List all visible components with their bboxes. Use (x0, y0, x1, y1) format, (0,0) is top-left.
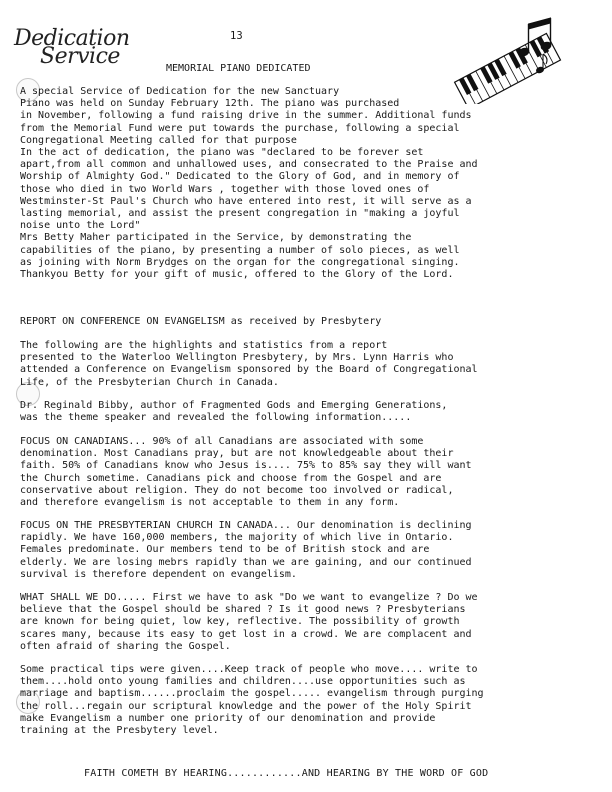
what-shall-we-do: WHAT SHALL WE DO..... First we have to ask "Do we want to evangelize ? Do we believe that the Gospel should be shared ? Is it good news ? Presbyterians are known for being quiet, low key, reflective. The possibility of growth scares many, because its easy to get lost in a crowd. We are complacent and often afraid of sharing the Gospel. (20, 592, 478, 652)
evangelism-speaker: Dr. Reginald Bibby, author of Fragmented Gods and Emerging Generations, was the theme speaker and revealed the following information..... (20, 400, 448, 424)
practical-tips: Some practical tips were given....Keep track of people who move.... write to them....hold onto young families and children....use opportunities such as marriage and baptism......proclaim the gospel..... evangelism through purging the roll...regain our scriptural knowledge and the power of the Holy Spirit make Evangelism a number one priority of our denomination and provide training at the Presbytery level. (20, 664, 484, 737)
page-number: 13 (230, 30, 243, 42)
focus-canadians: FOCUS ON CANADIANS... 90% of all Canadians are associated with some denomination. Most Canadians pray, but are not knowledgeable about their faith. 50% of Canadians know who Jesus is.... 75% to 85% say they will want the Church sometime. Canadians pick and choose from the Gospel and are conservative about religion. They do not become too involved or radical, and therefore evangelism is not acceptable to them in any form. (20, 436, 472, 509)
memorial-body: A special Service of Dedication for the new Sanctuary Piano was held on Sunday February 12th. The piano was purchased in November, following a fund raising drive in the summer. Additional funds from the Memorial Fund were put towards the purchase, following a special Congregational Meeting called for that purpose In the act of dedication, the piano was "declared to be forever set apart,from all common and unhallowed uses, and consecrated to the Praise and Worship of Almighty God." Dedicated to the Glory of God, and in memory of those who died in two World Wars , together with those loved ones of Westminster-St Paul's Church who have entered into rest, it will serve as a lasting memorial, and assist the present congregation in "making a joyful noise unto the Lord" Mrs Betty Maher participated in the Service, by demonstrating the capabilities of the piano, by presenting a number of solo pieces, as well as joining with Norm Brydges on the organ for the congregational singing. Thankyou Betty for your gift of music, offered to the Glory of the Lord. (20, 86, 478, 281)
footer-quote: FAITH COMETH BY HEARING............AND HEARING BY THE WORD OF GOD (84, 768, 489, 779)
logo-line-2: Service (40, 44, 120, 69)
evangelism-heading: REPORT ON CONFERENCE ON EVANGELISM as received by Presbytery (20, 316, 382, 327)
dedication-service-logo (12, 26, 130, 70)
evangelism-intro: The following are the highlights and statistics from a report presented to the Waterloo Wellington Presbytery, by Mrs. Lynn Harris who attended a Conference on Evangelism sponsored by the Board of Congregational Life, of the Presbyterian Church in Canada. (20, 340, 478, 388)
memorial-heading: MEMORIAL PIANO DEDICATED (166, 63, 311, 74)
logo-line-1: Dedication (14, 26, 130, 51)
focus-presbyterian: FOCUS ON THE PRESBYTERIAN CHURCH IN CANADA... Our denomination is declining rapidly. We have 160,000 members, the majority of which live in Ontario. Females predominate. Our members tend to be of British stock and are elderly. We are losing mebrs rapidly than we are gaining, and our continued survival is therefore dependent on evangelism. (20, 520, 472, 580)
